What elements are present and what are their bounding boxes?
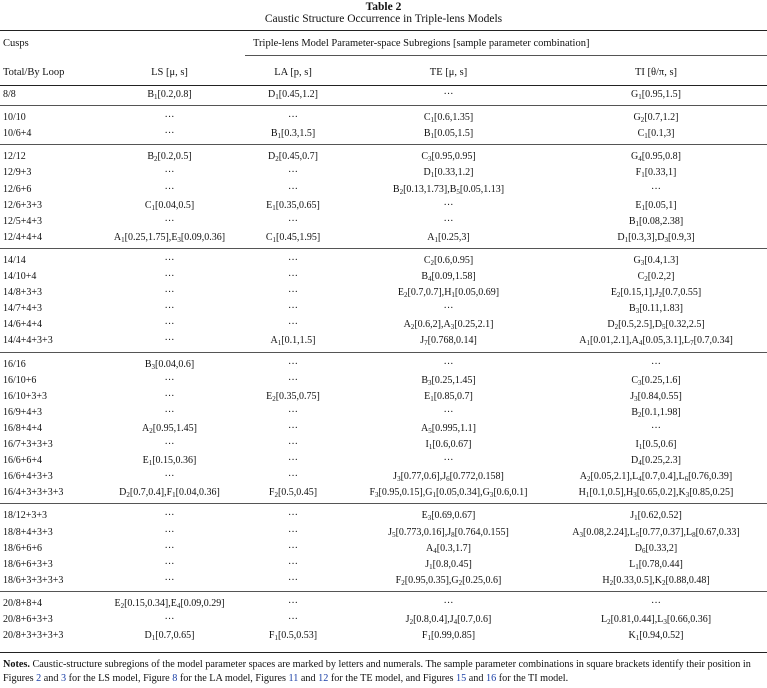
la-cell: ··· [288, 614, 298, 625]
te-cell: $C_2[0.6,0.95]$ [423, 254, 474, 267]
ls-cell: $D_2[0.7,0.4],F_1[0.04,0.36]$ [119, 487, 220, 500]
te-cell: $J_7[0.768,0.14]$ [420, 335, 477, 348]
ls-cell: $B_2[0.2,0.5]$ [147, 151, 192, 164]
ls-cell: $E_2[0.15,0.34],E_4[0.09,0.29]$ [114, 597, 225, 610]
table-row [0, 357, 767, 373]
ti-cell: ··· [651, 597, 661, 609]
ti-cell: $G_2[0.7,1.2]$ [633, 112, 679, 125]
te-cell: $F_2[0.95,0.35],G_2[0.25,0.6]$ [395, 574, 502, 587]
cusps-cell: 12/4+4+4 [3, 231, 43, 243]
ti-cell: ··· [651, 358, 661, 370]
cusps-cell: 20/8+6+3+3 [3, 614, 53, 625]
ls-cell: ··· [164, 390, 175, 402]
te-cell: ··· [443, 597, 454, 609]
ls-cell: ··· [164, 254, 175, 266]
cusps-cell: 14/14 [3, 254, 26, 266]
table-row [0, 453, 767, 469]
ls-cell: ··· [164, 319, 175, 331]
te-cell: $F_1[0.99,0.85]$ [421, 630, 476, 643]
cusps-cell: 12/5+4+3 [3, 215, 43, 227]
header-ls: LS [μ, s] [151, 67, 188, 78]
ls-cell: ··· [164, 335, 175, 347]
notes-text: for the TE model, and Figures [328, 673, 457, 684]
ti-cell: $C_2[0.2,2]$ [637, 271, 675, 283]
cusps-cell: 18/6+6+6 [3, 542, 43, 554]
header-ti: TI [θ/π, s] [634, 67, 678, 78]
ls-cell: ··· [164, 574, 175, 586]
la-cell: ··· [288, 215, 298, 227]
table-row [0, 110, 767, 126]
ls-cell: ··· [164, 406, 175, 418]
ti-cell: $D_4[0.25,2.3]$ [631, 455, 681, 468]
ls-cell: $A_1[0.25,1.75],E_3[0.09,0.36]$ [113, 231, 226, 244]
notes-text: and [41, 673, 62, 684]
ti-cell: ··· [651, 183, 661, 195]
la-cell: ··· [288, 574, 298, 586]
ls-cell: $A_2[0.95,1.45]$ [142, 422, 197, 435]
table-row [0, 165, 767, 181]
cusps-cell: 12/6+3+3 [3, 199, 43, 211]
ti-cell: ··· [651, 422, 661, 434]
cusps-cell: 16/16 [3, 358, 26, 370]
ls-cell: ··· [164, 558, 175, 570]
cusps-cell: 14/8+3+3 [3, 287, 43, 299]
table-row [0, 469, 767, 485]
group-rule [0, 591, 767, 592]
table-row [0, 541, 767, 557]
cusps-cell: 16/6+6+4 [3, 455, 43, 467]
table-row [0, 87, 767, 103]
te-cell: $A_1[0.25,3]$ [427, 231, 470, 244]
table-row [0, 285, 767, 301]
la-cell: $B_1[0.3,1.5]$ [270, 128, 316, 141]
te-cell: $J_2[0.8,0.4],J_4[0.7,0.6]$ [405, 614, 492, 626]
cusps-cell: 16/7+3+3+3 [3, 439, 53, 450]
cusps-cell: 18/6+3+3+3+3 [3, 574, 64, 586]
ls-cell: ··· [164, 303, 175, 315]
ti-cell: $C_1[0.1,3]$ [637, 128, 675, 141]
ls-cell: ··· [164, 167, 175, 179]
cusps-cell: 10/6+4 [3, 128, 32, 140]
ls-cell: ··· [164, 112, 175, 124]
table-row [0, 126, 767, 142]
cusps-cell: 16/8+4+4 [3, 422, 43, 434]
ti-cell: $J_3[0.84,0.55]$ [630, 390, 682, 403]
table-row [0, 230, 767, 246]
notes-text: for the LS model, Figure [66, 673, 173, 684]
ls-cell: ··· [164, 271, 175, 282]
ls-cell: $B_1[0.2,0.8]$ [147, 89, 192, 101]
te-cell: $A_2[0.6,2],A_3[0.25,2.1]$ [403, 319, 494, 332]
top-rule [0, 30, 767, 31]
la-cell: ··· [288, 471, 298, 483]
ls-cell: $B_3[0.04,0.6]$ [144, 358, 195, 371]
cusps-cell: 18/12+3+3 [3, 510, 48, 522]
ti-cell: $G_3[0.4,1.3]$ [633, 254, 679, 267]
te-cell: $J_1[0.8,0.45]$ [425, 558, 472, 571]
header-te: TE [μ, s] [429, 67, 468, 78]
ls-cell: ··· [164, 128, 175, 140]
te-cell: ··· [443, 303, 454, 315]
figure-link-12[interactable]: 12 [318, 673, 329, 684]
ti-cell: $G_1[0.95,1.5]$ [631, 89, 681, 101]
la-cell: ··· [288, 254, 298, 266]
la-cell: ··· [288, 319, 298, 331]
la-cell: ··· [288, 455, 298, 467]
cusps-cell: 14/4+4+3+3 [3, 335, 53, 347]
te-cell: ··· [443, 358, 454, 370]
la-cell: ··· [288, 439, 298, 450]
cusps-cell: 18/8+4+3+3 [3, 526, 53, 538]
ls-cell: ··· [164, 526, 175, 538]
cusps-cell: 16/9+4+3 [3, 406, 43, 418]
la-cell: ··· [288, 287, 298, 299]
cusps-cell: 12/12 [3, 151, 26, 163]
table-row [0, 405, 767, 421]
la-cell: $E_2[0.35,0.75]$ [266, 390, 320, 403]
header-rule [0, 85, 767, 86]
ls-cell: $E_1[0.15,0.36]$ [142, 455, 197, 468]
cusps-cell: 16/10+3+3 [3, 390, 48, 402]
table-row [0, 437, 767, 453]
table-row [0, 317, 767, 333]
table-row [0, 182, 767, 198]
group-rule [0, 352, 767, 353]
la-cell: ··· [288, 374, 298, 386]
te-cell: $A_4[0.3,1.7]$ [426, 542, 471, 555]
te-cell: $I_1[0.6,0.67]$ [425, 439, 472, 451]
ls-cell: ··· [164, 614, 175, 625]
notes-text: for the LA model, Figures [177, 673, 289, 684]
ti-cell: $D_2[0.5,2.5],D_5[0.32,2.5]$ [607, 319, 705, 332]
group-rule [0, 248, 767, 249]
table-row [0, 373, 767, 389]
header-la: LA [p, s] [274, 67, 312, 78]
la-cell: $A_1[0.1,1.5]$ [270, 335, 316, 348]
group-rule [0, 105, 767, 106]
la-cell: ··· [288, 406, 298, 418]
la-cell: ··· [288, 271, 298, 282]
ls-cell: ··· [164, 374, 175, 386]
table-row [0, 253, 767, 269]
ti-cell: $E_2[0.15,1],J_2[0.7,0.55]$ [610, 287, 702, 300]
te-cell: $B_2[0.13,1.73],B_5[0.05,1.13]$ [392, 183, 505, 196]
table-row [0, 333, 767, 349]
te-cell: ··· [443, 215, 454, 227]
ti-cell: $C_3[0.25,1.6]$ [631, 374, 681, 387]
la-cell: ··· [288, 167, 298, 179]
table-row [0, 198, 767, 214]
figure-link-2[interactable]: 2 [36, 673, 42, 684]
te-cell: $J_5[0.773,0.16],J_8[0.764,0.155]$ [388, 526, 509, 539]
header-cusps: Cusps [3, 38, 29, 49]
table-row [0, 301, 767, 317]
te-cell: $E_3[0.69,0.67]$ [421, 510, 476, 523]
cusps-cell: 18/6+6+3+3 [3, 558, 53, 570]
figure-link-16[interactable]: 16 [486, 673, 497, 684]
ti-cell: $A_3[0.08,2.24],L_5[0.77,0.37],L_8[0.67,0.33]$ [572, 526, 740, 539]
cusps-cell: 8/8 [3, 89, 16, 100]
ti-cell: $D_6[0.33,2]$ [634, 542, 678, 555]
la-cell: ··· [288, 358, 298, 370]
la-cell: ··· [288, 510, 298, 522]
ti-cell: $H_1[0.1,0.5],H_3[0.65,0.2],K_3[0.85,0.25]$ [578, 487, 734, 500]
ls-cell: ··· [164, 439, 175, 450]
ti-cell: $E_1[0.05,1]$ [635, 199, 677, 212]
ti-cell: $K_1[0.94,0.52]$ [628, 630, 684, 643]
ti-cell: $A_2[0.05,2.1],L_4[0.7,0.4],L_6[0.76,0.39]$ [579, 471, 733, 484]
figure-link-8[interactable]: 8 [172, 673, 178, 684]
bottom-rule [0, 652, 767, 653]
te-cell: $B_4[0.09,1.58]$ [421, 271, 476, 283]
ls-cell: ··· [164, 471, 175, 483]
ti-cell: $B_2[0.1,1.98]$ [631, 406, 681, 419]
table-row [0, 525, 767, 541]
header-total-by-loop: Total/By Loop [3, 67, 65, 78]
table-row [0, 596, 767, 612]
ti-cell: $L_2[0.81,0.44],L_3[0.66,0.36]$ [600, 614, 712, 626]
figure-link-3[interactable]: 3 [61, 673, 67, 684]
notes-label: Notes. [3, 659, 30, 670]
la-cell: ··· [288, 112, 298, 124]
cusps-cell: 16/10+6 [3, 374, 37, 386]
cusps-cell: 20/8+8+4 [3, 597, 43, 609]
ti-cell: $J_1[0.62,0.52]$ [630, 510, 682, 523]
ti-cell: $B_3[0.11,1.83]$ [629, 303, 683, 316]
ls-cell: $C_1[0.04,0.5]$ [144, 199, 195, 212]
la-cell: $C_1[0.45,1.95]$ [265, 231, 321, 244]
te-cell: $B_3[0.25,1.45]$ [421, 374, 476, 387]
cusps-cell: 16/4+3+3+3+3 [3, 487, 64, 499]
table-row [0, 214, 767, 230]
ti-cell: $B_1[0.08,2.38]$ [628, 215, 684, 228]
la-cell: ··· [288, 183, 298, 195]
table-notes [3, 658, 763, 686]
cusps-cell: 20/8+3+3+3+3 [3, 630, 64, 642]
cusps-cell: 14/7+4+3 [3, 303, 43, 315]
te-cell: $E_1[0.85,0.7]$ [424, 390, 473, 403]
te-cell: $B_1[0.05,1.5]$ [423, 128, 474, 141]
la-cell: ··· [288, 422, 298, 434]
ti-cell: $G_4[0.95,0.8]$ [631, 151, 681, 164]
ls-cell: $D_1[0.7,0.65]$ [144, 630, 195, 643]
te-cell: ··· [443, 89, 454, 100]
la-cell: ··· [288, 558, 298, 570]
ti-cell: $F_1[0.33,1]$ [635, 167, 677, 180]
cusps-cell: 12/9+3 [3, 167, 32, 179]
notes-text: Caustic-structure subregions of the model parameter spaces are marked by letters and numerals. The sample parameter combinations in square brackets identify their position in Figures [3, 659, 751, 684]
ls-cell: ··· [164, 542, 175, 554]
table-subtitle: Caustic Structure Occurrence in Triple-lens Models [264, 13, 503, 25]
te-cell: $A_5[0.995,1.1]$ [421, 422, 476, 435]
table-row [0, 149, 767, 165]
te-cell: $C_3[0.95,0.95]$ [421, 151, 476, 164]
notes-text: for the TI model. [496, 673, 569, 684]
la-cell: $D_1[0.45,1.2]$ [268, 89, 318, 101]
cusps-cell: 16/6+4+3+3 [3, 471, 53, 483]
ti-cell: $I_1[0.5,0.6]$ [635, 439, 677, 451]
table-row [0, 389, 767, 405]
figure-link-11[interactable]: 11 [288, 673, 299, 684]
table-row [0, 421, 767, 437]
group-rule [0, 503, 767, 504]
te-cell: $J_3[0.77,0.6],J_6[0.772,0.158]$ [393, 471, 504, 484]
la-cell: ··· [288, 526, 298, 538]
te-cell: ··· [443, 455, 454, 467]
te-cell: ··· [443, 199, 454, 211]
la-cell: ··· [288, 597, 298, 609]
ls-cell: ··· [164, 183, 175, 195]
table-row [0, 628, 767, 644]
table-row [0, 508, 767, 524]
group-rule [0, 144, 767, 145]
ti-cell: $H_2[0.33,0.5],K_2[0.88,0.48]$ [602, 574, 710, 587]
la-cell: ··· [288, 542, 298, 554]
table-row [0, 573, 767, 589]
ls-cell: ··· [164, 510, 175, 522]
ls-cell: ··· [164, 215, 175, 227]
span-rule [245, 55, 767, 56]
ti-cell: $L_1[0.78,0.44]$ [629, 558, 683, 571]
table-row [0, 269, 767, 285]
table-row [0, 485, 767, 501]
table-title: Table 2 [365, 1, 402, 13]
ti-cell: $D_1[0.3,3],D_3[0.9,3]$ [617, 231, 695, 244]
te-cell: $F_3[0.95,0.15],G_1[0.05,0.34],G_3[0.6,0.1]$ [369, 487, 528, 500]
figure-link-15[interactable]: 15 [456, 673, 467, 684]
te-cell: ··· [443, 406, 454, 418]
te-cell: $D_1[0.33,1.2]$ [423, 167, 474, 180]
notes-text: and [466, 673, 487, 684]
te-cell: $C_1[0.6,1.35]$ [423, 112, 474, 125]
notes-text: and [298, 673, 319, 684]
la-cell: $E_1[0.35,0.65]$ [266, 199, 320, 212]
la-cell: $D_2[0.45,0.7]$ [268, 151, 318, 164]
header-subregions: Triple-lens Model Parameter-space Subregions [sample parameter combination] [253, 38, 590, 49]
cusps-cell: 10/10 [3, 112, 26, 124]
la-cell: $F_1[0.5,0.53]$ [268, 630, 318, 643]
te-cell: $E_2[0.7,0.7],H_1[0.05,0.69]$ [397, 287, 500, 300]
ls-cell: ··· [164, 287, 175, 299]
ti-cell: $A_1[0.01,2.1],A_4[0.05,3.1],L_7[0.7,0.34]$ [579, 335, 733, 348]
la-cell: $F_2[0.5,0.45]$ [268, 487, 318, 500]
la-cell: ··· [288, 303, 298, 315]
cusps-cell: 14/10+4 [3, 271, 37, 282]
cusps-cell: 14/6+4+4 [3, 319, 43, 331]
table-row [0, 612, 767, 628]
cusps-cell: 12/6+6 [3, 183, 32, 195]
table-row [0, 557, 767, 573]
